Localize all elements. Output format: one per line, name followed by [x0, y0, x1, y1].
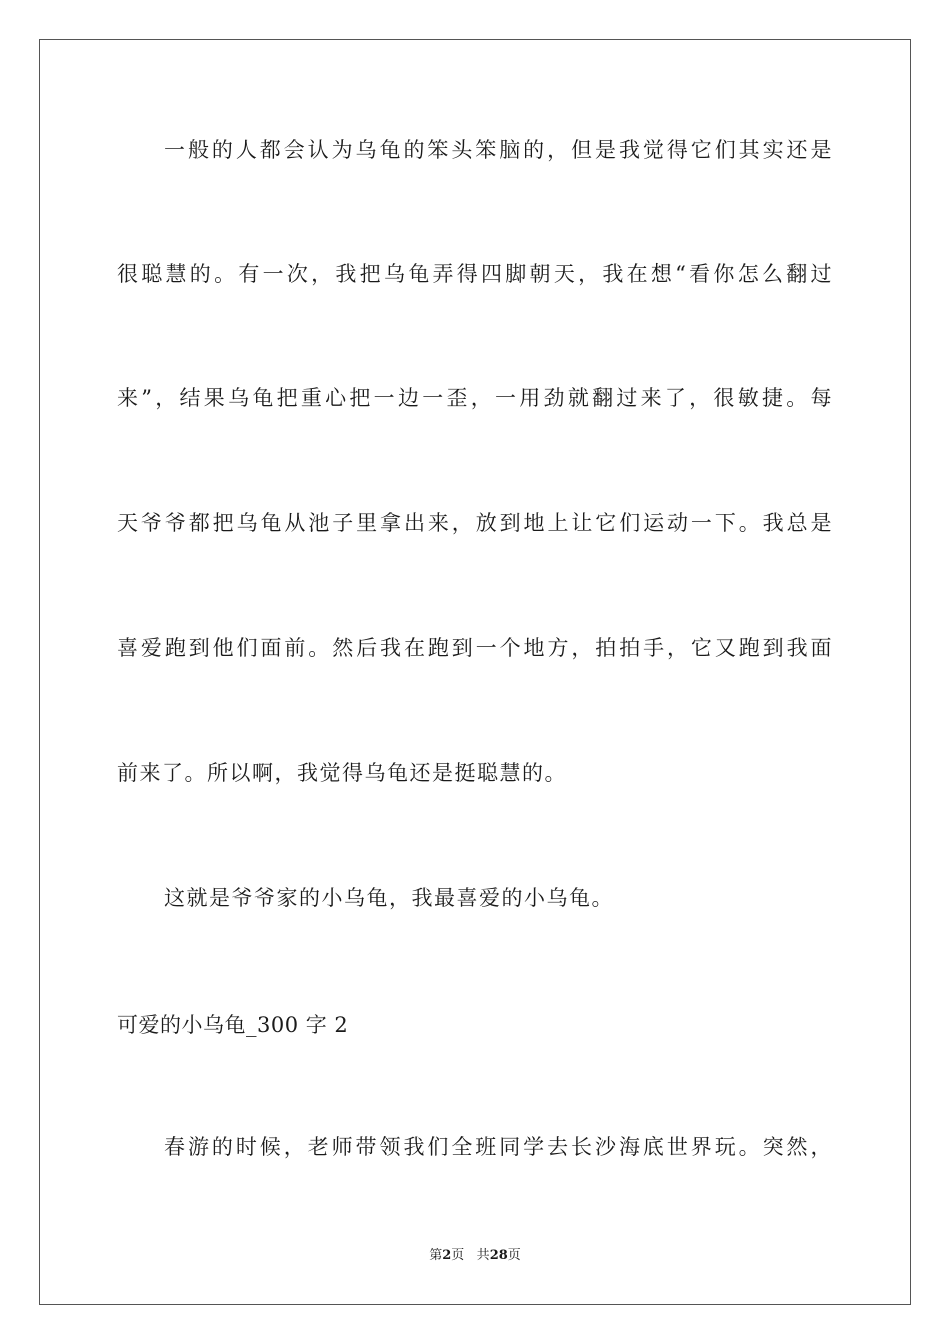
section-heading: 可爱的小乌龟_300 字 2 [117, 1013, 349, 1037]
footer-total-prefix: 共 [476, 1248, 490, 1263]
footer-total-pages: 28 [489, 1248, 508, 1263]
paragraph-1-line-4: 天爷爷都把乌龟从池子里拿出来，放到地上让它们运动一下。我总是 [117, 511, 833, 535]
footer-page-prefix: 第 [429, 1248, 443, 1263]
page-footer [0, 1246, 950, 1266]
paragraph-3-line-1: 春游的时候，老师带领我们全班同学去长沙海底世界玩。突然， [164, 1135, 833, 1159]
footer-page-number: 2 [442, 1248, 452, 1263]
paragraph-2-line-1: 这就是爷爷家的小乌龟，我最喜爱的小乌龟。 [164, 886, 614, 910]
page-border [39, 39, 911, 1305]
footer-total-suffix: 页 [507, 1248, 521, 1263]
paragraph-1-line-2: 很聪慧的。有一次，我把乌龟弄得四脚朝天，我在想“看你怎么翻过 [117, 262, 833, 286]
paragraph-1-line-6: 前来了。所以啊，我觉得乌龟还是挺聪慧的。 [117, 761, 567, 785]
paragraph-1-line-3: 来”，结果乌龟把重心把一边一歪，一用劲就翻过来了，很敏捷。每 [117, 386, 833, 410]
paragraph-1-line-1: 一般的人都会认为乌龟的笨头笨脑的，但是我觉得它们其实还是 [164, 138, 833, 162]
footer-page-suffix: 页 [451, 1248, 465, 1263]
paragraph-1-line-5: 喜爱跑到他们面前。然后我在跑到一个地方，拍拍手，它又跑到我面 [117, 636, 833, 660]
